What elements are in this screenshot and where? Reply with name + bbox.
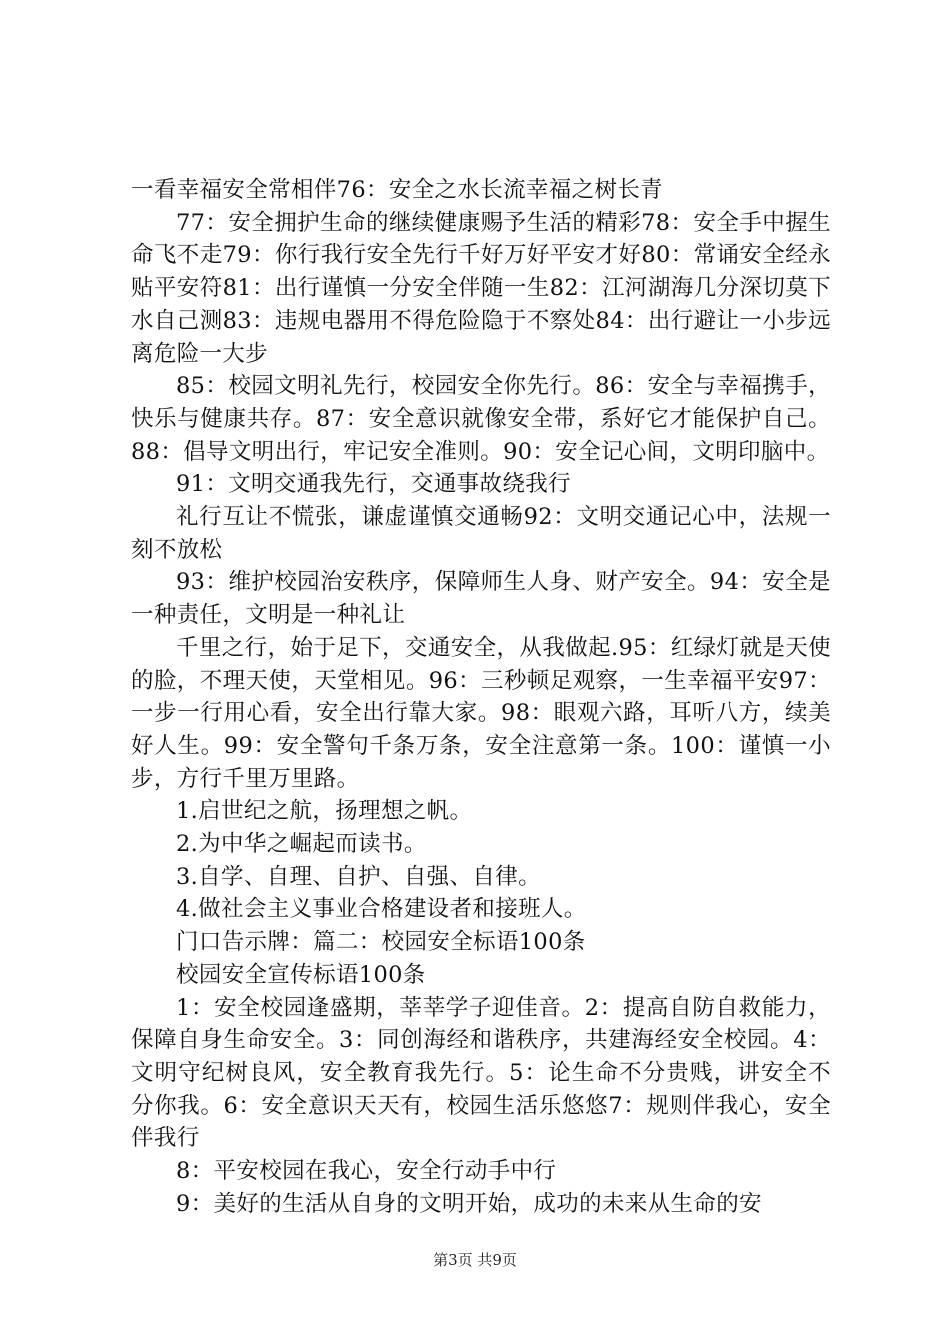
list-item-1: 1.启世纪之航，扬理想之帆。	[176, 798, 473, 825]
paragraph-10: 9：美好的生活从自身的文明开始，成功的未来从生命的安	[176, 1190, 762, 1217]
document-body	[131, 174, 831, 1221]
list-item-2: 2.为中华之崛起而读书。	[176, 831, 427, 858]
section-heading-slogans: 校园安全宣传标语100条	[176, 961, 426, 988]
paragraph-8: 1：安全校园逢盛期，莘莘学子迎佳音。2：提高自防自救能力，保障自身生命安全。3：同创海经和谐秩序，共建海经安全校园。4：文明守纪树良风，安全教育我先行。5：论生命不分贵贱，讲安全不分你我。6：安全意识天天有，校园生活乐悠悠7：规则伴我心，安全伴我行	[131, 994, 831, 1152]
page-number-footer: 第3页 共9页	[433, 1251, 517, 1269]
paragraph-2: 77：安全拥护生命的继续健康赐予生活的精彩78：安全手中握生命飞不走79：你行我行安全先行千好万好平安才好80：常诵安全经永贴平安符81：出行谨慎一分安全伴随一生82：江河湖海几分深切莫下水自己测83：违规电器用不得危险隐于不察处84：出行避让一小步远离危险一大步	[131, 209, 831, 367]
paragraph-4: 91：文明交通我先行，交通事故绕我行	[176, 471, 571, 498]
section-heading-sign: 门口告示牌：篇二：校园安全标语100条	[176, 929, 586, 956]
paragraph-3: 85：校园文明礼先行，校园安全你先行。86：安全与幸福携手，快乐与健康共存。87：安全意识就像安全带，系好它才能保护自己。88：倡导文明出行，牢记安全准则。90：安全记心间，文明印脑中。	[131, 373, 831, 465]
paragraph-1: 一看幸福安全常相伴76：安全之水长流幸福之树长青	[131, 177, 664, 203]
paragraph-7: 千里之行，始于足下，交通安全，从我做起.95：红绿灯就是天使的脸，不理天使，天堂相见。96：三秒顿足观察，一生幸福平安97：一步一行用心看，安全出行靠大家。98：眼观六路，耳听八方，续美好人生。99：安全警句千条万条，安全注意第一条。100：谨慎一小步，方行千里万里路。	[131, 634, 831, 792]
paragraph-5: 礼行互让不慌张，谦虚谨慎交通畅92：文明交通记心中，法规一刻不放松	[131, 504, 831, 563]
paragraph-9: 8：平安校园在我心，安全行动手中行	[176, 1158, 557, 1185]
list-item-4: 4.做社会主义事业合格建设者和接班人。	[176, 896, 587, 923]
paragraph-6: 93：维护校园治安秩序，保障师生人身、财产安全。94：安全是一种责任，文明是一种礼让	[131, 569, 831, 629]
list-item-3: 3.自学、自理、自护、自强、自律。	[176, 863, 541, 890]
